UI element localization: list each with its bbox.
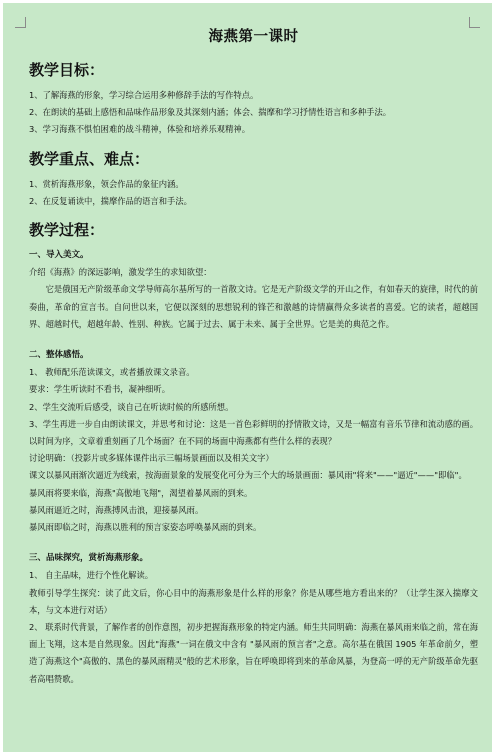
process-line: 暴风雨逼近之时，海燕搏风击浪，迎接暴风雨。 xyxy=(29,504,204,515)
process-line: 1、 教师配乐范读课文，或者播放课文录音。 xyxy=(29,367,195,378)
process-paragraph: 它是俄国无产阶级革命文学导师高尔基所写的一首散文诗。它是无产阶级文学的开山之作，有如春天的旋律，时代的前奏曲，革命的宣言书。自问世以来，它便以深刻的思想锐利的锋芒和激越的诗情赢得众多读者的喜爱。它的读者，超越国界、超越时代，超越年龄、性别、种族。它属于过去、属于未来、属于全世界。它是美的典范之作。 xyxy=(29,284,478,329)
process-line: 2、学生交流听后感受，谈自己在听读时候的所感所想。 xyxy=(29,401,234,412)
process-line: 课文以暴风雨渐次逼近为线索，按海面景象的发展变化可分为三个大的场景画面：暴风雨"将来"——"逼近"——"即临"。 xyxy=(29,470,467,481)
page-corner-mark xyxy=(15,17,26,28)
process-line: 3、学生再进一步自由朗读课文，并思考和讨论：这是一首色彩鲜明的抒情散文诗，又是一幅富有音乐节律和流动感的画。以时间为序，文章着重刻画了几个场面？在不同的场面中海燕都有些什么样的表现？ xyxy=(29,418,478,447)
process-line: 暴风雨将要来临，海燕"高傲地飞翔"，渴望着暴风雨的到来。 xyxy=(29,487,253,498)
section-heading-goals: 教学目标： xyxy=(29,61,105,79)
document-body xyxy=(29,25,478,688)
keypoint-item: 2、在反复诵读中，揣摩作品的语言和手法。 xyxy=(29,195,192,206)
goal-item: 3、学习海燕不惧怕困难的战斗精神，体验和培养乐观精神。 xyxy=(29,124,250,135)
document-title: 海燕第一课时 xyxy=(208,28,299,45)
process-part-title: 三、品味探究，赏析海燕形象。 xyxy=(29,553,149,564)
process-line: 要求：学生听读时不看书，凝神细听。 xyxy=(29,384,171,395)
process-line: 暴风雨即临之时，海燕以胜利的预言家姿态呼唤暴风雨的到来。 xyxy=(29,522,262,533)
section-heading-keypoints: 教学重点、难点： xyxy=(29,149,150,168)
process-part-title: 一、导入美文。 xyxy=(29,250,89,261)
process-line: 2、 联系时代背景，了解作者的创作意图，初步把握海燕形象的特定内涵。师生共同明确：海燕在暴风雨来临之前，常在海面上飞翔，这本是自然现象。因此"海燕"一词在俄文中含有 "暴风雨的预言者"之意。高尔基在俄国 1905 年革命前夕，塑造了海燕这个"高傲的、黑色的暴风雨精灵"般的艺术形象，旨在呼唤即将到来的革命风暴，为登高一呼的无产阶级革命先驱者高唱赞歌。 xyxy=(29,622,478,684)
process-part-title: 二、整体感悟。 xyxy=(29,350,89,361)
process-line: 讨论明确：（投影片或多媒体课件出示三幅场景画面以及相关文字） xyxy=(29,453,274,464)
document-page xyxy=(3,3,492,752)
section-heading-process: 教学过程： xyxy=(29,221,105,240)
process-line: 1、 自主品味，进行个性化解读。 xyxy=(29,570,154,581)
process-line: 介绍《海燕》的深远影响，激发学生的求知欲望： xyxy=(29,267,212,278)
goal-item: 1、了解海燕的形象，学习综合运用多种修辞手法的写作特点。 xyxy=(29,90,259,100)
process-line: 教师引导学生探究：读了此文后，你心目中的海燕形象是什么样的形象？你是从哪些地方看出来的？（让学生深入揣摩文本，与文本进行对话） xyxy=(29,587,478,615)
goal-item: 2、在朗读的基础上感悟和品味作品形象及其深刻内涵；体会、揣摩和学习抒情性语言和多种手法。 xyxy=(29,107,392,118)
keypoint-item: 1、赏析海燕形象，领会作品的象征内涵。 xyxy=(29,178,184,189)
